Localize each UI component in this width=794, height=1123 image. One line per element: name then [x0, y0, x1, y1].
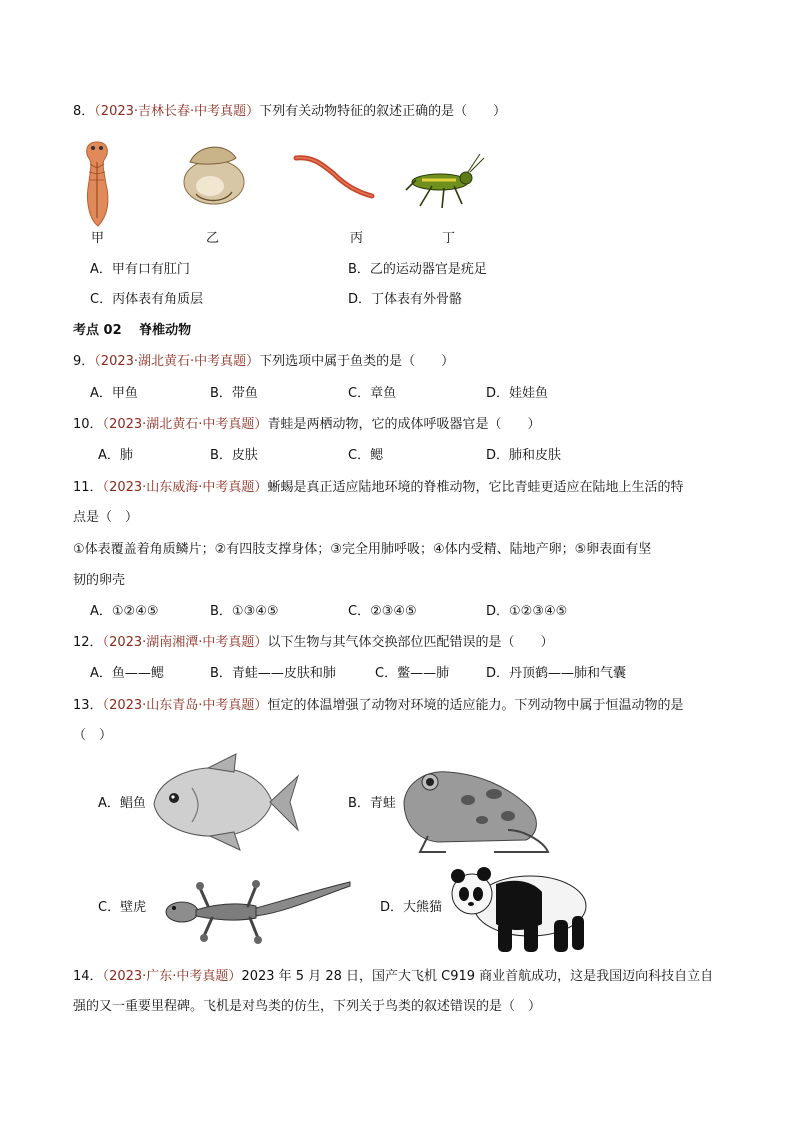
- option-c[interactable]: C．章鱼: [348, 386, 397, 401]
- option-d[interactable]: D．丁体表有外骨骼: [348, 292, 463, 307]
- question-source: 2023·山东威海·中考真题: [109, 480, 255, 495]
- question-source: （: [94, 104, 101, 119]
- question-14-stem: 14．（2023·广东·中考真题）2023 年 5 月 28 日，国产大飞机 C919 商业首航成功，这是我国迈向科技自立自: [73, 969, 714, 984]
- question-source: 2023·吉林长春·中考真题: [100, 104, 247, 119]
- option-d[interactable]: D．肺和皮肤: [486, 448, 562, 463]
- question-source: 2023·湖北黄石·中考真题: [109, 417, 255, 432]
- option-a[interactable]: A．甲鱼: [90, 386, 138, 401]
- question-11-items-continued: 韧的卵壳: [73, 573, 126, 588]
- option-c[interactable]: C．鳖——肺: [375, 666, 450, 681]
- image-label-yi: 乙: [206, 231, 220, 246]
- option-d[interactable]: D．丹顶鹤——肺和气囊: [486, 666, 627, 681]
- image-label-bing: 丙: [350, 231, 364, 246]
- option-c[interactable]: C．②③④⑤: [348, 604, 417, 619]
- question-source: 2023·广东·中考真题: [109, 969, 229, 984]
- question-source: 2023·山东青岛·中考真题: [109, 698, 255, 713]
- option-c[interactable]: C．丙体表有角质层: [90, 292, 204, 307]
- option-c[interactable]: C．鳃: [348, 448, 384, 463]
- option-b[interactable]: B．青蛙: [348, 796, 396, 811]
- planarian-image: [72, 138, 122, 230]
- question-source: 2023·湖南湘潭·中考真题: [109, 635, 255, 650]
- question-source: 2023·湖北黄石·中考真题: [100, 354, 247, 369]
- earthworm-image: [292, 152, 378, 202]
- question-11-stem-continued: 点是（ ）: [73, 510, 139, 525]
- option-b[interactable]: B．乙的运动器官是疣足: [348, 262, 487, 277]
- option-b[interactable]: B．皮肤: [210, 448, 258, 463]
- gecko-image: [156, 876, 352, 946]
- question-9-stem: 9．（2023·湖北黄石·中考真题）下列选项中属于鱼类的是（ ）: [73, 354, 455, 369]
- question-13-stem: 13．（2023·山东青岛·中考真题）恒定的体温增强了动物对环境的适应能力。下列动物中属于恒温动物的是: [73, 698, 684, 713]
- clam-image: [178, 138, 250, 210]
- option-a[interactable]: A．肺: [98, 448, 133, 463]
- question-11-items: ①体表覆盖着角质鳞片；②有四肢支撑身体；③完全用肺呼吸；④体内受精、陆地产卵；⑤卵表面有坚: [73, 542, 652, 557]
- question-14-stem-continued: 强的又一重要里程碑。飞机是对鸟类的仿生，下列关于鸟类的叙述错误的是（ ）: [73, 999, 542, 1014]
- section-heading: 考点 02 脊椎动物: [73, 323, 192, 338]
- option-a[interactable]: A．甲有口有肛门: [90, 262, 190, 277]
- panda-image: [446, 862, 592, 954]
- option-b[interactable]: B．带鱼: [210, 386, 258, 401]
- option-d[interactable]: D．①②③④⑤: [486, 604, 568, 619]
- option-b[interactable]: B．青蛙——皮肤和肺: [210, 666, 336, 681]
- option-b[interactable]: B．①③④⑤: [210, 604, 279, 619]
- pomfret-image: [148, 752, 304, 852]
- option-a[interactable]: A．鲳鱼: [98, 796, 146, 811]
- option-c[interactable]: C．壁虎: [98, 900, 147, 915]
- grasshopper-image: [402, 150, 486, 212]
- option-a[interactable]: A．①②④⑤: [90, 604, 159, 619]
- option-d[interactable]: D．大熊猫: [380, 900, 443, 915]
- question-8-stem: 8．（2023·吉林长春·中考真题）下列有关动物特征的叙述正确的是（ ）: [73, 104, 507, 119]
- option-a[interactable]: A．鱼——鳃: [90, 666, 164, 681]
- question-12-stem: 12．（2023·湖南湘潭·中考真题）以下生物与其气体交换部位匹配错误的是（ ）: [73, 635, 554, 650]
- question-13-stem-continued: （ ）: [73, 728, 113, 743]
- question-11-stem: 11．（2023·山东威海·中考真题）蜥蜴是真正适应陆地环境的脊椎动物，它比青蛙更适应在陆地上生活的特: [73, 480, 684, 495]
- image-label-jia: 甲: [91, 231, 105, 246]
- option-d[interactable]: D．娃娃鱼: [486, 386, 549, 401]
- image-label-ding: 丁: [442, 231, 456, 246]
- question-10-stem: 10．（2023·湖北黄石·中考真题）青蛙是两栖动物，它的成体呼吸器官是（ ）: [73, 417, 541, 432]
- frog-image: [398, 760, 552, 856]
